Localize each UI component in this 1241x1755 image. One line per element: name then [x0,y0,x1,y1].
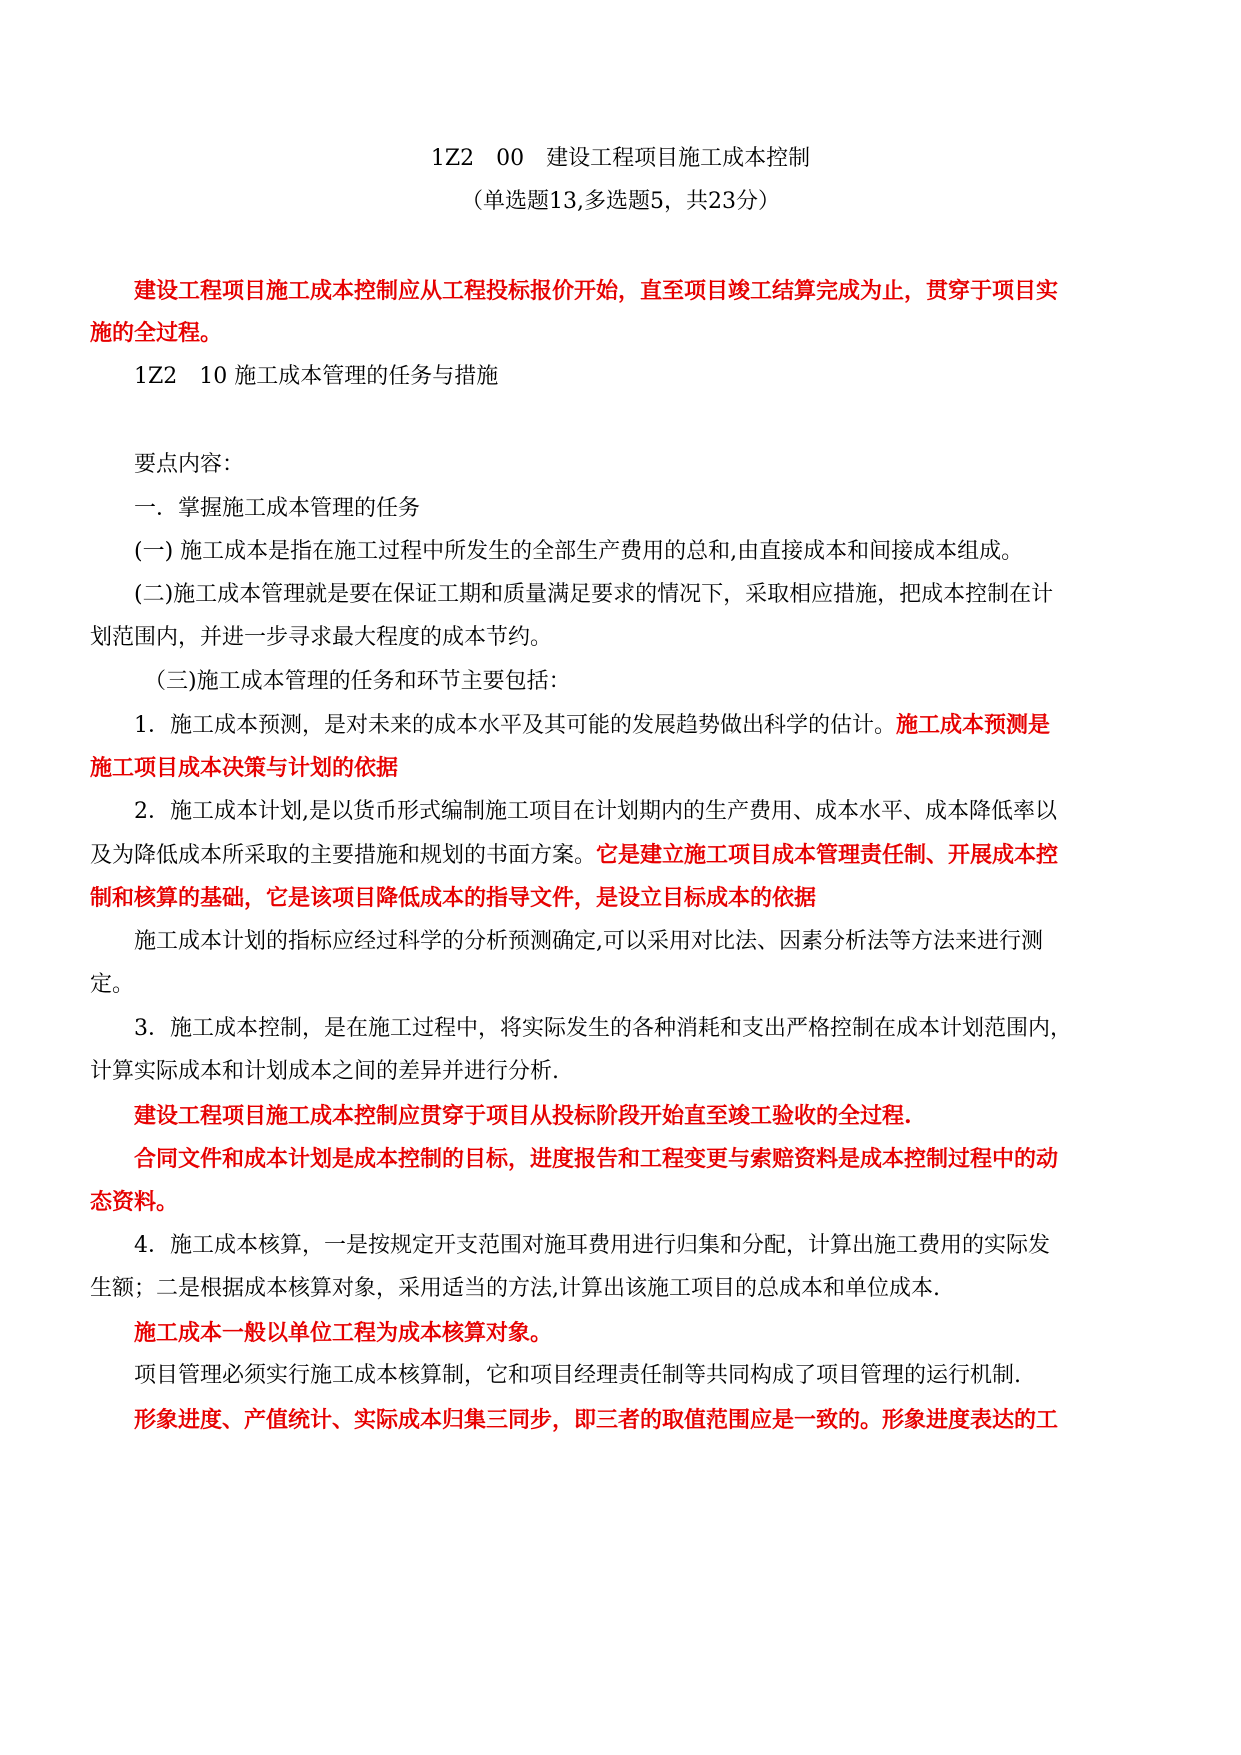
paragraph-5: 项目管理必须实行施工成本核算制，它和项目经理责任制等共同构成了项目管理的运行机制. [134,1363,1021,1388]
paragraph-3: （三)施工成本管理的任务和环节主要包括： [144,669,571,694]
item-2-line-3: 制和核算的基础，它是该项目降低成本的指导文件，是设立目标成本的依据 [90,885,817,911]
paragraph-1: (一) 施工成本是指在施工过程中所发生的全部生产费用的总和,由直接成本和间接成本组成。 [134,539,1024,564]
chapter-title: 1Z2 00 建设工程项目施工成本控制 [430,146,811,171]
intro-line-2: 施的全过程。 [90,320,223,346]
red-note-2-line-2: 态资料。 [90,1189,179,1215]
paragraph-2-line-2: 划范围内，并进一步寻求最大程度的成本节约。 [90,625,553,650]
red-note-2-line-1: 合同文件和成本计划是成本控制的目标，进度报告和工程变更与索赔资料是成本控制过程中的动 [134,1146,1059,1172]
item-2-text: 及为降低成本所采取的主要措施和规划的书面方案。 [90,843,597,868]
item-2-line-2 [90,840,1150,871]
paragraph-4-line-1: 施工成本计划的指标应经过科学的分析预测确定,可以采用对比法、因素分析法等方法来进行测 [134,929,1043,954]
red-note-1: 建设工程项目施工成本控制应贯穿于项目从投标阶段开始直至竣工验收的全过程. [134,1103,912,1129]
intro-line-1: 建设工程项目施工成本控制应从工程投标报价开始，直至项目竣工结算完成为止，贯穿于项目实 [134,278,1059,304]
item-4-line-1: 4．施工成本核算，一是按规定开支范围对施耳费用进行归集和分配，计算出施工费用的实际发 [134,1233,1051,1258]
heading-1: 一．掌握施工成本管理的任务 [134,496,421,521]
item-1-text: 1．施工成本预测，是对未来的成本水平及其可能的发展趋势做出科学的估计。 [134,713,896,738]
paragraph-2-line-1: (二)施工成本管理就是要在保证工期和质量满足要求的情况下，采取相应措施，把成本控制在计 [134,582,1054,607]
red-note-3: 施工成本一般以单位工程为成本核算对象。 [134,1320,553,1346]
section-heading: 1Z2 10 施工成本管理的任务与措施 [134,364,499,389]
item-1-highlight: 施工成本预测是 [896,712,1051,738]
item-1-line-1 [134,710,1150,741]
chapter-subtitle: （单选题13,多选题5，共23分） [461,189,780,214]
item-3-line-1: 3．施工成本控制，是在施工过程中，将实际发生的各种消耗和支出严格控制在成本计划范围内， [134,1016,1073,1041]
item-4-line-2: 生额；二是根据成本核算对象，采用适当的方法,计算出该施工项目的总成本和单位成本. [90,1276,940,1301]
item-3-line-2: 计算实际成本和计划成本之间的差异并进行分析. [90,1059,559,1084]
item-1-line-2: 施工项目成本决策与计划的依据 [90,755,399,781]
item-2-line-1: 2．施工成本计划,是以货币形式编制施工项目在计划期内的生产费用、成本水平、成本降低率以 [134,799,1057,824]
paragraph-4-line-2: 定。 [90,972,135,997]
item-2-highlight: 它是建立施工项目成本管理责任制、开展成本控 [596,842,1059,868]
key-points-label: 要点内容： [134,452,245,477]
red-note-4: 形象进度、产值统计、实际成本归集三同步，即三者的取值范围应是一致的。形象进度表达的工 [134,1407,1059,1433]
